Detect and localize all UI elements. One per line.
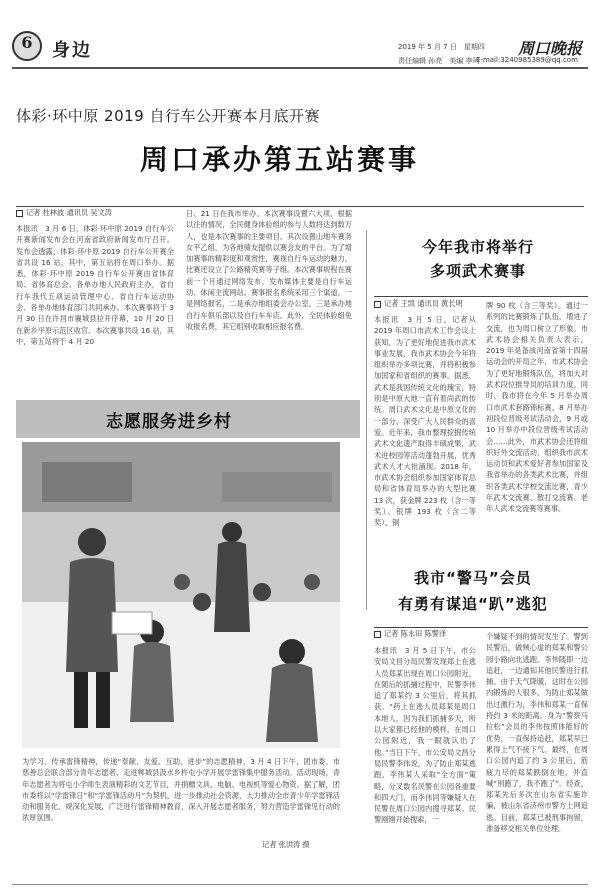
page-header [0,0,600,68]
article-martial-arts [370,230,592,540]
article2-byline [374,299,463,309]
byline-marker-icon [374,631,381,638]
article2-col1: 本报讯 3 月 5 日，记者从 2019 年周口市武术工作会议上获知，为了更好地促进我市武术事业发展，我市武术协会今年将组织举办多项比赛，并将积极参加国家和省组织的赛事。据悉，武术是我国传统文化的瑰宝，特别是中原大地一直有着尚武的传统。周口武术文化是中原文化的一部分，深受广大人民群众的喜爱。近年来，我市整理挖掘传统武术文化遗产取得丰硕成果，武术进校园等活动蓬勃开展，优秀武术人才大批涌现。2018 年，市武术协会组织参加国家体育总局和省体育局举办的大型比赛 13 次，获金牌 223 枚（含一等奖）、银牌 193 枚（含二等奖）、铜 [374,315,476,528]
article4-headline-line2: 有勇有谋追“趴”逃犯 [398,595,548,613]
article2-headline-line1: 今年我市将举行 [422,238,535,256]
article-volunteer [16,400,360,866]
article2-rule [374,296,588,297]
column-divider-right [366,230,367,610]
article1-headline: 周口承办第五站赛事 [140,143,420,176]
header-editors: 责任编辑 孙亮 美编 李珂 [398,57,480,65]
article3-title: 志愿服务进乡村 [106,412,232,432]
article4-rule [374,627,588,628]
header-email: E-mail:3240985389@qq.com [476,56,578,64]
page-number: 6 [21,33,33,52]
header-date: 2019 年 5 月 7 日 星期四 [398,43,485,51]
byline-marker-icon [374,301,381,308]
volunteer-photo [22,442,340,748]
article3-photo-credit: 记者 张洪涛 摄 [262,840,310,849]
article4-headline-line1: 我市“警马”会员 [414,569,532,587]
article1-byline [16,208,112,218]
article2-col2: 牌 90 枚（含三等奖）。通过一系列的比赛锻炼了队伍，增进了交流，也为周口树立了形象。市武术协会相关负责人表示，2019 年是备战河南省第十四届运动会的开局之年，市武术协会为了更好地锻炼队伍，将加大对武术段位推导员的培训力度。同时，我市将在今年 5 月举办周口市武术套路锦标赛，8 月举办初段位晋级考试活动会，9 月或 10 月举办中段位晋级考试活动会……此外，市武术协会还将组织好外交流活动，组织我市武术运动员和武术爱好者参加国家及我省举办的各类武术比赛，并组织各类武术学校交流比赛，青少年武术交流赛、散打交流赛、老年人武术交流赛等赛事。 [486,301,588,514]
article1-col2: 日、21 日在我市举办。本次赛事设置六大项，根据以往的情况，全民健身体验组的参与人数将达到数万人，也是本次赛事的主要项目。其次设置山地车赛务女平乙组，为各地骑友提供以赛会友的平台。为了增加赛事的精彩度和观赏性，赛视自行车运动的魅力，比赛还设立了公路精英赛等子组。本次赛事规程在赛前一个月通过网络发布，发布媒体主要是自行车运动、休闲主流网站。赛事报名系统采用三个渠道，一是网络报名，二是承办地组委会办公室，三是承办地自行车俱乐部以及自行车车店。此外，全民体验组免收报名费，其它组别收取相应报名费。 [186,209,352,331]
article4-col1: 本报讯 3 月 5 日下午，市公安局文昌分局民警发现郑上在逃人员郑某出现在周口公园附近，在随后的抓捕过程中，民警李伟追了郑某约 3 公里后，将其抓获。“药上在逃人员郑某是周口本地人，因为我们抓捕多天，所以大家都已经他的模样，在周口公园附近，我一眼就认出了他。”当日下午，市公安局文昌分局民警李伟说，为了防止郑某逃跑，李伟某人采取“全方面”策略，分叉数名民警在公园各重要和四大门，而李伟同等嫌疑人在民警在周口公园内搜寻郑某。民警刚刚开始搜索，一 [374,646,476,825]
article-police [370,555,592,885]
article1-col1: 本报讯 3 月 6 日，体彩·环中原 2019 自行车公开赛新闻发布会在河南省政府新闻发布厅召开。发布会透露，体彩·环中原 2019 自行车公开赛全省共设 16 站，其中，第五站将在周口举办。据悉，体彩·环中原 2019 自行车公开赛由省体育局、省体育总会、各单办地人民政府主办，省自行车我代五项运动管理中心、省自行车运动协会、各单办地体育部门共同承办。本次赛事将于 3 月 30 日在许昌市襄城县拉开序幕，10 月 20 日在新乡平原示范区收官。本次赛事共设 16 站，其中，第五站将于 4 月 20 [16,224,174,346]
footer-rule [12,884,588,885]
article4-col2: 个嫌疑不到的情况发生了。警到民警后，做贼心虚的郑某和警公园小路向北逃跑。李伟随即一边追赶，一边通知其他民警进行抓捕。由于天气降暖，这时在公园内锻炼的人很多，为防止郑某做出过激行为，李伟和郑某一直保持约 3 米的距离。身为“警察马拉松”会员的李伟按照体能好的优势，一直保持追赶，郑某早已累得上气不接下气。最终，在周口公园内追了约 3 公里后，筋疲力尽的郑某跌倒在地，并直喊“别跑了，我不跑了”。经查，郑某先后多次在山东省实施诈骗，被山东省济州市警方上网追逃。目前，郑某已被刑事拘留，准备移交相关单位处理。 [486,632,588,834]
article1-byline-text: 记者 杜林波 通讯员 吴文涛 [26,208,112,217]
article2-byline-text: 记者 王凯 通讯员 黄长明 [384,299,463,308]
volunteer-photo-image [22,442,340,748]
article3-caption: 为学习、传承雷锋精神，传递“奉献、友爱、互助、进步”的志愿精神，3 月 4 日下午，团市委、市慈善总会联合部分青年志愿者，走进郸城县汲水乡杵屯小学开展学雷锋集中服务活动。活动现场，青年志愿者为将屯小学师生表演精彩的文艺节目，并捐赠文具、电脑、电视机等爱心物资。据了解，团市委将以“学雷锋日”和“学雷锋活动月”为契机，进一步推动社会资源，大力推动全市青少年学雷锋活动和服务化、规深化发展，广泛进行雷锋精神教育，深入开展志愿者服务，努力营造学雷锋见行动的浓厚氛围。 [22,757,340,823]
article1-kicker: 体彩·环中原 2019 自行车公开赛本月底开赛 [16,107,320,125]
article4-byline-text: 记者 陈永田 陈警泽 [384,629,447,638]
newspaper-logo: 周口晚报 [518,39,583,58]
article2-headline-line2: 多项武术赛事 [430,262,527,280]
article1-rule [16,206,584,207]
section-title: 身边 [52,40,92,61]
byline-marker-icon [16,210,23,217]
article4-byline [374,629,446,639]
